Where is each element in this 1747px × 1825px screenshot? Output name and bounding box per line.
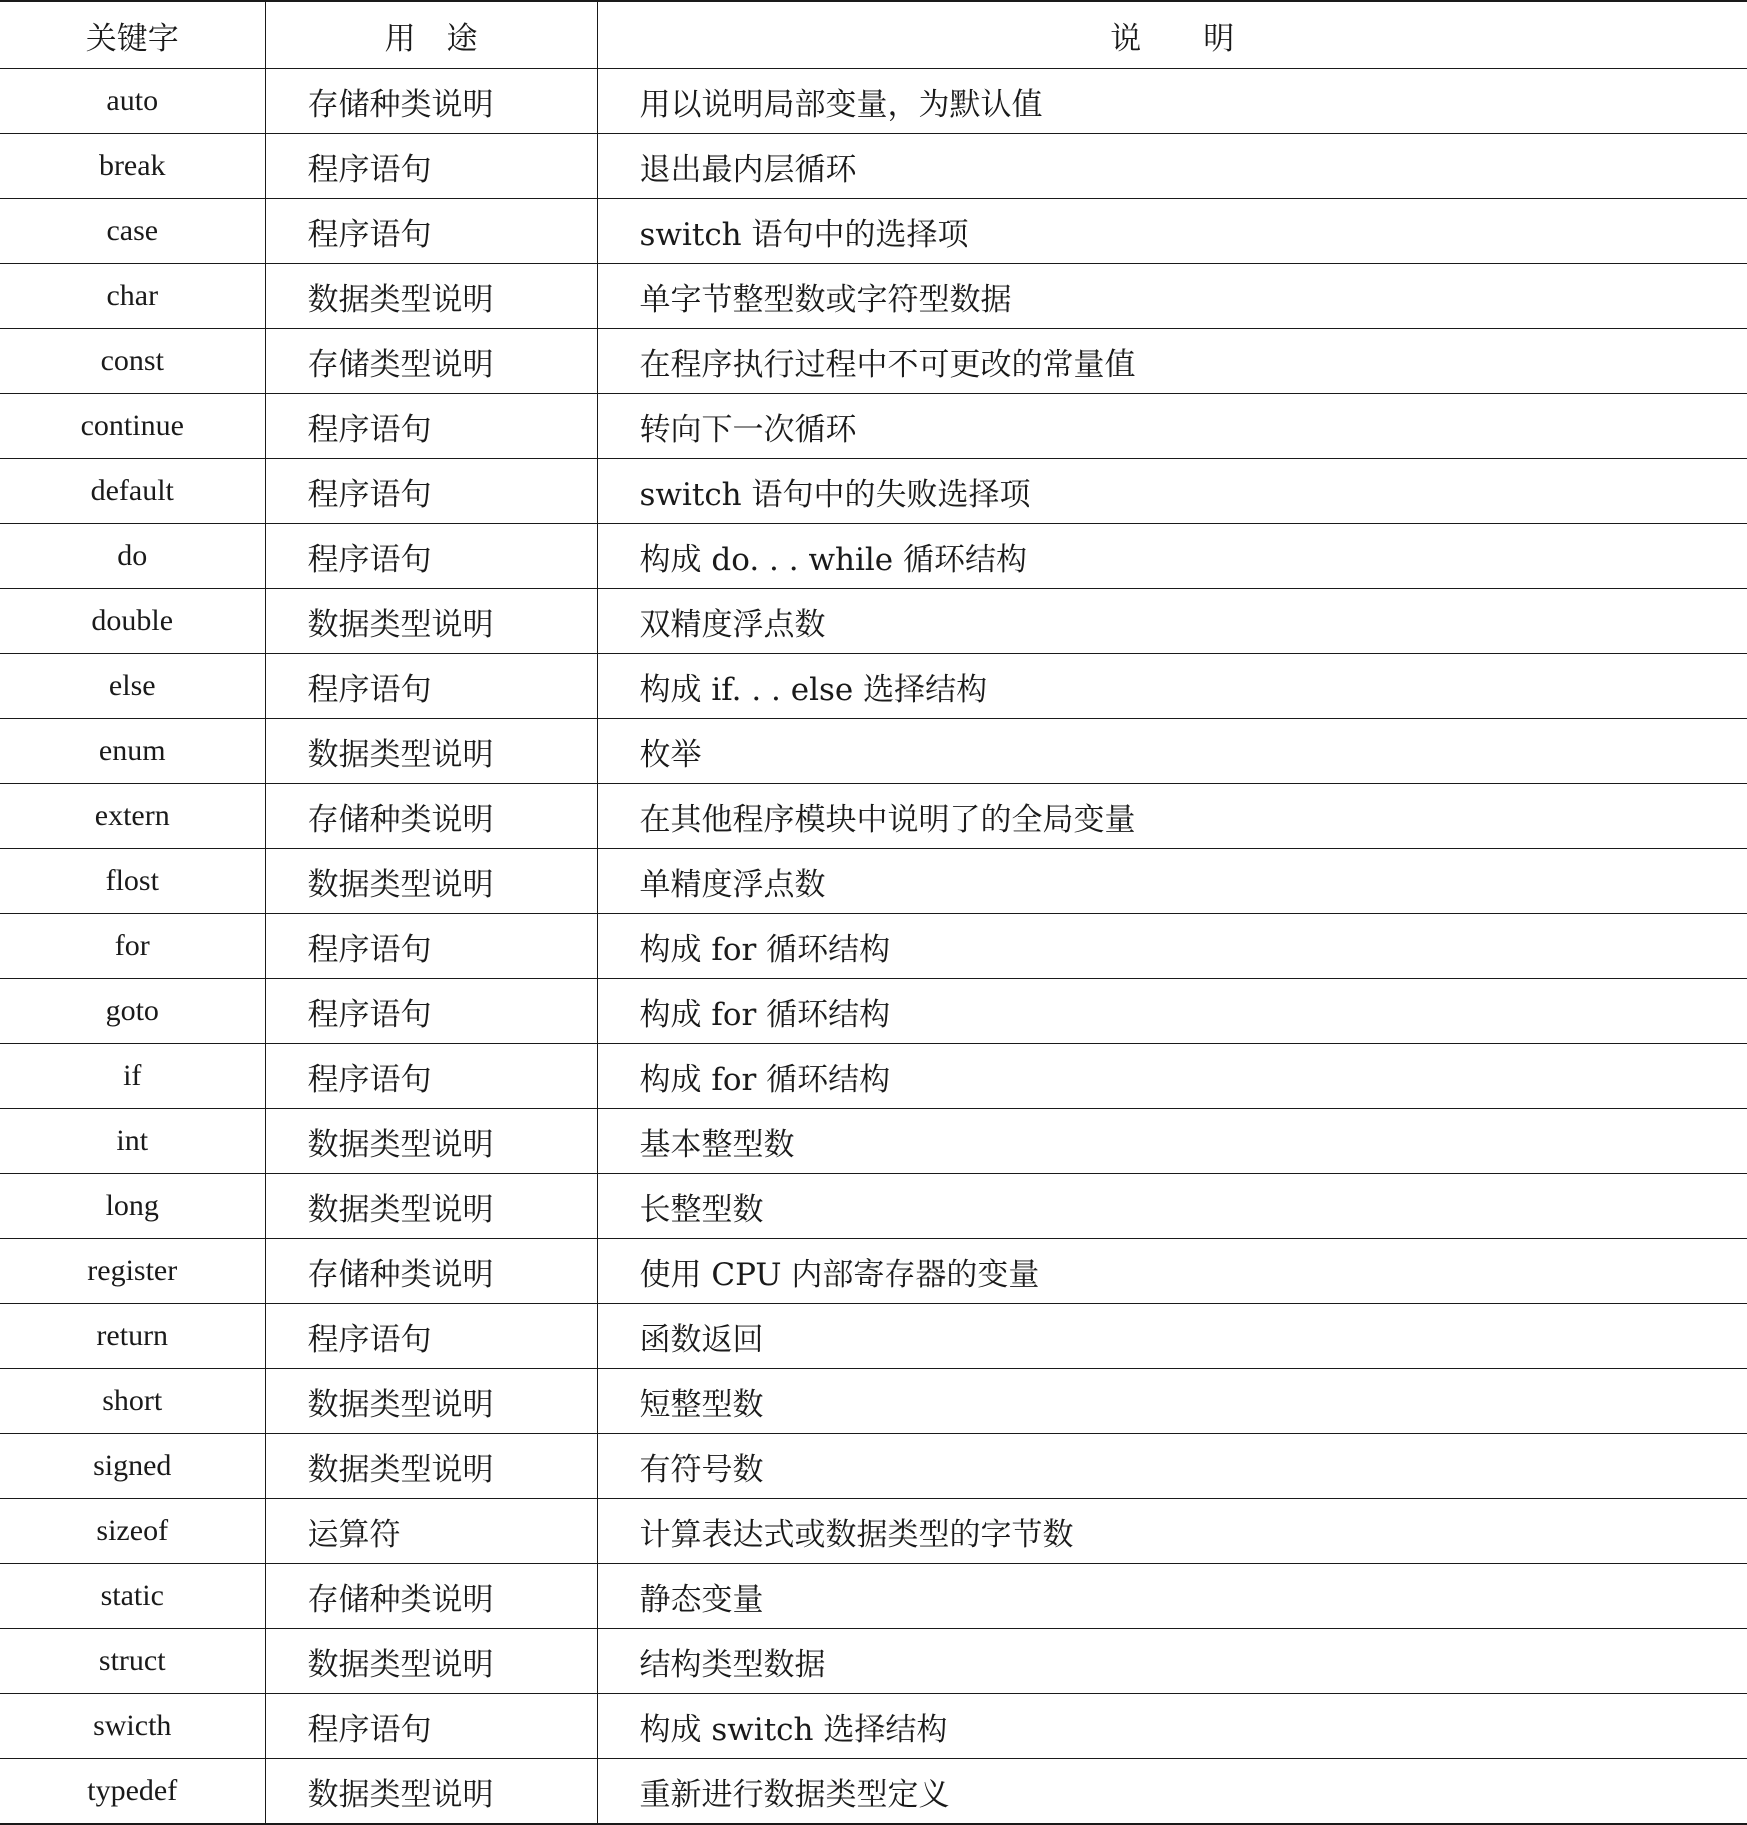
table-row	[0, 69, 1747, 134]
keyword-cell: typedef	[0, 1759, 265, 1825]
table-header-row	[0, 1, 1747, 69]
description-cell: switch 语句中的失败选择项	[597, 459, 1747, 524]
keyword-cell: goto	[0, 979, 265, 1044]
description-cell: 构成 switch 选择结构	[597, 1694, 1747, 1759]
description-cell: 单精度浮点数	[597, 849, 1747, 914]
purpose-cell: 程序语句	[265, 1694, 597, 1759]
keyword-cell: int	[0, 1109, 265, 1174]
table-row	[0, 1564, 1747, 1629]
keyword-cell: signed	[0, 1434, 265, 1499]
table-row	[0, 1434, 1747, 1499]
purpose-cell: 数据类型说明	[265, 589, 597, 654]
table-row	[0, 134, 1747, 199]
purpose-cell: 数据类型说明	[265, 719, 597, 784]
keyword-cell: do	[0, 524, 265, 589]
table-row	[0, 849, 1747, 914]
keyword-cell: case	[0, 199, 265, 264]
description-cell: 构成 if. . . else 选择结构	[597, 654, 1747, 719]
purpose-cell: 程序语句	[265, 914, 597, 979]
purpose-cell: 程序语句	[265, 1304, 597, 1369]
purpose-cell: 存储类型说明	[265, 329, 597, 394]
description-cell: 有符号数	[597, 1434, 1747, 1499]
table-row	[0, 914, 1747, 979]
keyword-cell: swicth	[0, 1694, 265, 1759]
purpose-cell: 存储种类说明	[265, 1564, 597, 1629]
description-cell: 构成 for 循环结构	[597, 979, 1747, 1044]
purpose-cell: 数据类型说明	[265, 849, 597, 914]
description-cell: 单字节整型数或字符型数据	[597, 264, 1747, 329]
table-row	[0, 459, 1747, 524]
table-row	[0, 1304, 1747, 1369]
description-cell: 使用 CPU 内部寄存器的变量	[597, 1239, 1747, 1304]
keyword-cell: long	[0, 1174, 265, 1239]
keyword-cell: double	[0, 589, 265, 654]
table-row	[0, 719, 1747, 784]
header-purpose: 用 途	[265, 1, 597, 69]
table-row	[0, 1369, 1747, 1434]
keyword-cell: short	[0, 1369, 265, 1434]
table-row	[0, 264, 1747, 329]
purpose-cell: 数据类型说明	[265, 1759, 597, 1825]
keyword-cell: continue	[0, 394, 265, 459]
description-cell: 重新进行数据类型定义	[597, 1759, 1747, 1825]
purpose-cell: 数据类型说明	[265, 1369, 597, 1434]
table-row	[0, 1694, 1747, 1759]
table-row	[0, 654, 1747, 719]
table-row	[0, 394, 1747, 459]
purpose-cell: 程序语句	[265, 459, 597, 524]
purpose-cell: 程序语句	[265, 1044, 597, 1109]
table-row	[0, 979, 1747, 1044]
table-row	[0, 1499, 1747, 1564]
description-cell: 计算表达式或数据类型的字节数	[597, 1499, 1747, 1564]
purpose-cell: 存储种类说明	[265, 1239, 597, 1304]
description-cell: 基本整型数	[597, 1109, 1747, 1174]
purpose-cell: 数据类型说明	[265, 1629, 597, 1694]
keyword-cell: enum	[0, 719, 265, 784]
header-description: 说 明	[597, 1, 1747, 69]
description-cell: 在其他程序模块中说明了的全局变量	[597, 784, 1747, 849]
purpose-cell: 数据类型说明	[265, 1174, 597, 1239]
table-row	[0, 1109, 1747, 1174]
description-cell: 构成 for 循环结构	[597, 1044, 1747, 1109]
purpose-cell: 程序语句	[265, 199, 597, 264]
table-row	[0, 589, 1747, 654]
description-cell: 枚举	[597, 719, 1747, 784]
purpose-cell: 程序语句	[265, 134, 597, 199]
purpose-cell: 程序语句	[265, 394, 597, 459]
purpose-cell: 程序语句	[265, 524, 597, 589]
description-cell: 结构类型数据	[597, 1629, 1747, 1694]
keyword-cell: sizeof	[0, 1499, 265, 1564]
purpose-cell: 运算符	[265, 1499, 597, 1564]
purpose-cell: 程序语句	[265, 654, 597, 719]
purpose-cell: 程序语句	[265, 979, 597, 1044]
keyword-cell: static	[0, 1564, 265, 1629]
purpose-cell: 数据类型说明	[265, 1434, 597, 1499]
description-cell: 双精度浮点数	[597, 589, 1747, 654]
table-row	[0, 1239, 1747, 1304]
keyword-cell: else	[0, 654, 265, 719]
purpose-cell: 数据类型说明	[265, 264, 597, 329]
keyword-cell: char	[0, 264, 265, 329]
description-cell: 在程序执行过程中不可更改的常量值	[597, 329, 1747, 394]
table-row	[0, 784, 1747, 849]
description-cell: 函数返回	[597, 1304, 1747, 1369]
keyword-cell: struct	[0, 1629, 265, 1694]
keyword-cell: register	[0, 1239, 265, 1304]
keyword-cell: flost	[0, 849, 265, 914]
keyword-cell: default	[0, 459, 265, 524]
table-row	[0, 329, 1747, 394]
table-row	[0, 524, 1747, 589]
table-body	[0, 69, 1747, 1825]
description-cell: 退出最内层循环	[597, 134, 1747, 199]
keyword-cell: return	[0, 1304, 265, 1369]
description-cell: 长整型数	[597, 1174, 1747, 1239]
keyword-cell: for	[0, 914, 265, 979]
description-cell: 构成 for 循环结构	[597, 914, 1747, 979]
purpose-cell: 存储种类说明	[265, 784, 597, 849]
purpose-cell: 数据类型说明	[265, 1109, 597, 1174]
table-row	[0, 1174, 1747, 1239]
header-keyword: 关键字	[0, 1, 265, 69]
description-cell: 短整型数	[597, 1369, 1747, 1434]
description-cell: 构成 do. . . while 循环结构	[597, 524, 1747, 589]
purpose-cell: 存储种类说明	[265, 69, 597, 134]
keyword-cell: auto	[0, 69, 265, 134]
keyword-cell: extern	[0, 784, 265, 849]
keyword-cell: break	[0, 134, 265, 199]
keyword-cell: const	[0, 329, 265, 394]
table-row	[0, 1759, 1747, 1825]
table-row	[0, 199, 1747, 264]
description-cell: 静态变量	[597, 1564, 1747, 1629]
table-row	[0, 1629, 1747, 1694]
description-cell: 用以说明局部变量，为默认值	[597, 69, 1747, 134]
description-cell: switch 语句中的选择项	[597, 199, 1747, 264]
description-cell: 转向下一次循环	[597, 394, 1747, 459]
keyword-cell: if	[0, 1044, 265, 1109]
table-row	[0, 1044, 1747, 1109]
